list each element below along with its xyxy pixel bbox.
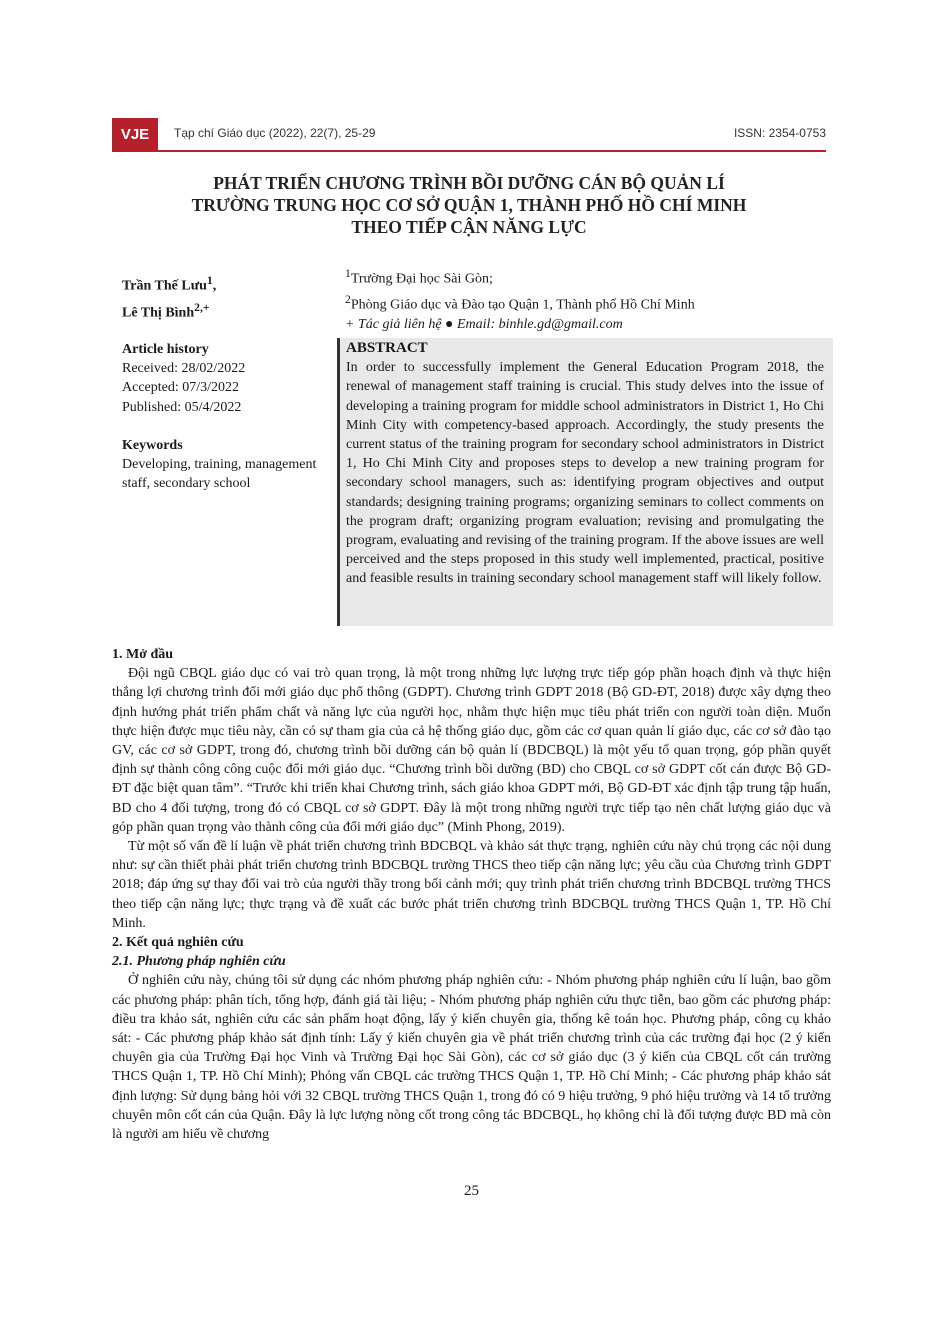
- affiliation: Phòng Giáo dục và Đào tạo Quận 1, Thành phố Hồ Chí Minh: [350, 297, 695, 313]
- journal-citation: Tạp chí Giáo dục (2022), 22(7), 25-29: [174, 126, 376, 140]
- paragraph: Từ một số vấn đề lí luận về phát triển chương trình BDCBQL và khảo sát thực trạng, nghiên cứu này chú trọng các nội dung như: sự cần thiết phải phát triển chương trình BDCBQL trường THCS theo tiếp cận năng lực; yêu cầu của Chương trình GDPT 2018; đáp ứng sự thay đổi vai trò của người thầy trong bối cảnh mới; quy trình phát triển chương trình BDCBQL trường THCS theo tiếp cận năng lực; thực trạng và đề xuất các bước phát triển chương trình BDCBQL trường THCS Quận 1, TP. Hồ Chí Minh.: [112, 839, 831, 931]
- paragraph: Ở nghiên cứu này, chúng tôi sử dụng các nhóm phương pháp nghiên cứu: - Nhóm phương pháp nghiên cứu lí luận, bao gồm các phương pháp: phân tích, tổng hợp, đánh giá tài liệu; - Nhóm phương pháp nghiên cứu thực tiễn, bao gồm các phương pháp: điều tra khảo sát, nghiên cứu các sản phẩm hoạt động, lấy ý kiến chuyên gia, thống kê toán học. Phương pháp, công cụ khảo sát: - Các phương pháp khảo sát định tính: Lấy ý kiến chuyên gia về phát triển chương trình của các trường đại học (2 ý kiến chuyên gia của Trường Đại học Vinh và Trường Đại học Sài Gòn), các cơ sở giáo dục (3 ý kiến của CBQL cốt cán trường THCS Quận 1, TP. Hồ Chí Minh); Phỏng vấn CBQL các trường THCS Quận 1, TP. Hồ Chí Minh; - Các phương pháp khảo sát định lượng: Sử dụng bảng hỏi với 32 CBQL trường THCS Quận 1, trong đó có 9 hiệu trưởng, 9 phó hiệu trưởng và 14 tổ trưởng chuyên môn cốt cán của Quận. Đây là lực lượng nòng cốt trong công tác BDCBQL, họ không chỉ là đối tượng được BD mà còn là người am hiểu về chương: [112, 973, 831, 1143]
- paragraph: Đội ngũ CBQL giáo dục có vai trò quan trọng, là một trong những lực lượng trực tiếp góp phần hoạch định và thực hiện thắng lợi chương trình đổi mới giáo dục phổ thông (GDPT). Chương trình GDPT 2018 (Bộ GD-ĐT, 2018) được xây dựng theo định hướng phát triển phẩm chất và năng lực của người học, nhằm thực hiện mục tiêu phát triển con người toàn diện. Muốn thực hiện được mục tiêu này, cần có sự tham gia của cả hệ thống giáo dục, gồm các cơ quan quản lí giáo dục, các cơ sở đào tạo GV, các cơ sở GDPT, trong đó, chương trình bồi dưỡng cán bộ quản lí (BDCBQL) là một yếu tố quan trọng, góp phần quyết định sự thành công công cuộc đổi mới giáo dục. “Chương trình bồi dưỡng (BD) cho CBQL cơ sở GDPT cốt cán được Bộ GD-ĐT đặc biệt quan tâm”. “Trước khi triển khai Chương trình, sách giáo khoa GDPT mới, Bộ GD-ĐT xác định tập trung tập huấn, BD cho 4 đối tượng, trong đó có CBQL cơ sở GDPT. Đây là một trong những người trực tiếp tạo nên chất lượng giáo dục và góp phần quan trọng vào thành công của đổi mới giáo dục” (Minh Phong, 2019).: [112, 666, 831, 835]
- affil-sup: 1: [345, 267, 351, 280]
- abstract-bar: [337, 338, 340, 626]
- history-heading: Article history: [122, 342, 209, 357]
- affiliations: [345, 264, 695, 335]
- article-meta: [122, 340, 322, 493]
- affil-sup: 2: [345, 292, 351, 306]
- authors: [122, 270, 216, 323]
- keywords-text: Developing, training, management staff, secondary school: [122, 457, 317, 492]
- author-sup: 1: [206, 274, 213, 287]
- journal-logo: VJE: [112, 118, 158, 150]
- subsection-heading: 2.1. Phương pháp nghiên cứu: [112, 954, 286, 970]
- header-rule: [112, 150, 826, 152]
- body-text: [112, 645, 831, 1144]
- paper-title: [112, 172, 826, 238]
- page-number: 25: [464, 1183, 479, 1199]
- received-date: Received: 28/02/2022: [122, 361, 246, 377]
- title-line: TRƯỜNG TRUNG HỌC CƠ SỞ QUẬN 1, THÀNH PHỐ HỒ CHÍ MINH: [191, 195, 747, 215]
- contact-email: + Tác giả liên hệ ● Email: binhle.gd@gmail.com: [345, 317, 623, 333]
- abstract-text: In order to successfully implement the General Education Program 2018, the renewal of management staff training is crucial. This study delves into the issue of developing a training program for middle school administrators in District 1, Ho Chi Minh City with competency-based approach. Accordingly, the study presents the current status of the training program for secondary school administrators in District 1, Ho Chi Minh City and proposes steps to develop a new training program for secondary school managers, such as: identifying program objectives and output standards; designing training programs; organizing seminars to collect comments on the program draft; organizing program evaluation; revising and promulgating the program, evaluating and revising of the training program. If the above issues are well perceived and the steps proposed in this study well implemented, practical, positive and feasible results in training secondary school management staff will likely follow.: [346, 360, 824, 587]
- title-line: PHÁT TRIỂN CHƯƠNG TRÌNH BỒI DƯỠNG CÁN BỘ QUẢN LÍ: [213, 173, 725, 193]
- author-sep: ,: [212, 278, 217, 294]
- abstract-heading: ABSTRACT: [346, 340, 428, 356]
- issn: ISSN: 2354-0753: [733, 126, 826, 140]
- abstract-box: [337, 338, 833, 626]
- author-name: Lê Thị Bình: [122, 305, 195, 321]
- section-heading: 2. Kết quả nghiên cứu: [112, 935, 244, 951]
- keywords-heading: Keywords: [122, 437, 183, 453]
- affiliation: Trường Đại học Sài Gòn;: [350, 271, 493, 287]
- author-sup: 2,+: [194, 300, 210, 314]
- author-name: Trần Thế Lưu: [122, 278, 207, 294]
- page-header: [112, 118, 826, 150]
- section-heading: 1. Mở đầu: [112, 647, 174, 662]
- accepted-date: Accepted: 07/3/2022: [122, 380, 240, 396]
- published-date: Published: 05/4/2022: [122, 399, 242, 415]
- title-line: THEO TIẾP CẬN NĂNG LỰC: [351, 217, 587, 237]
